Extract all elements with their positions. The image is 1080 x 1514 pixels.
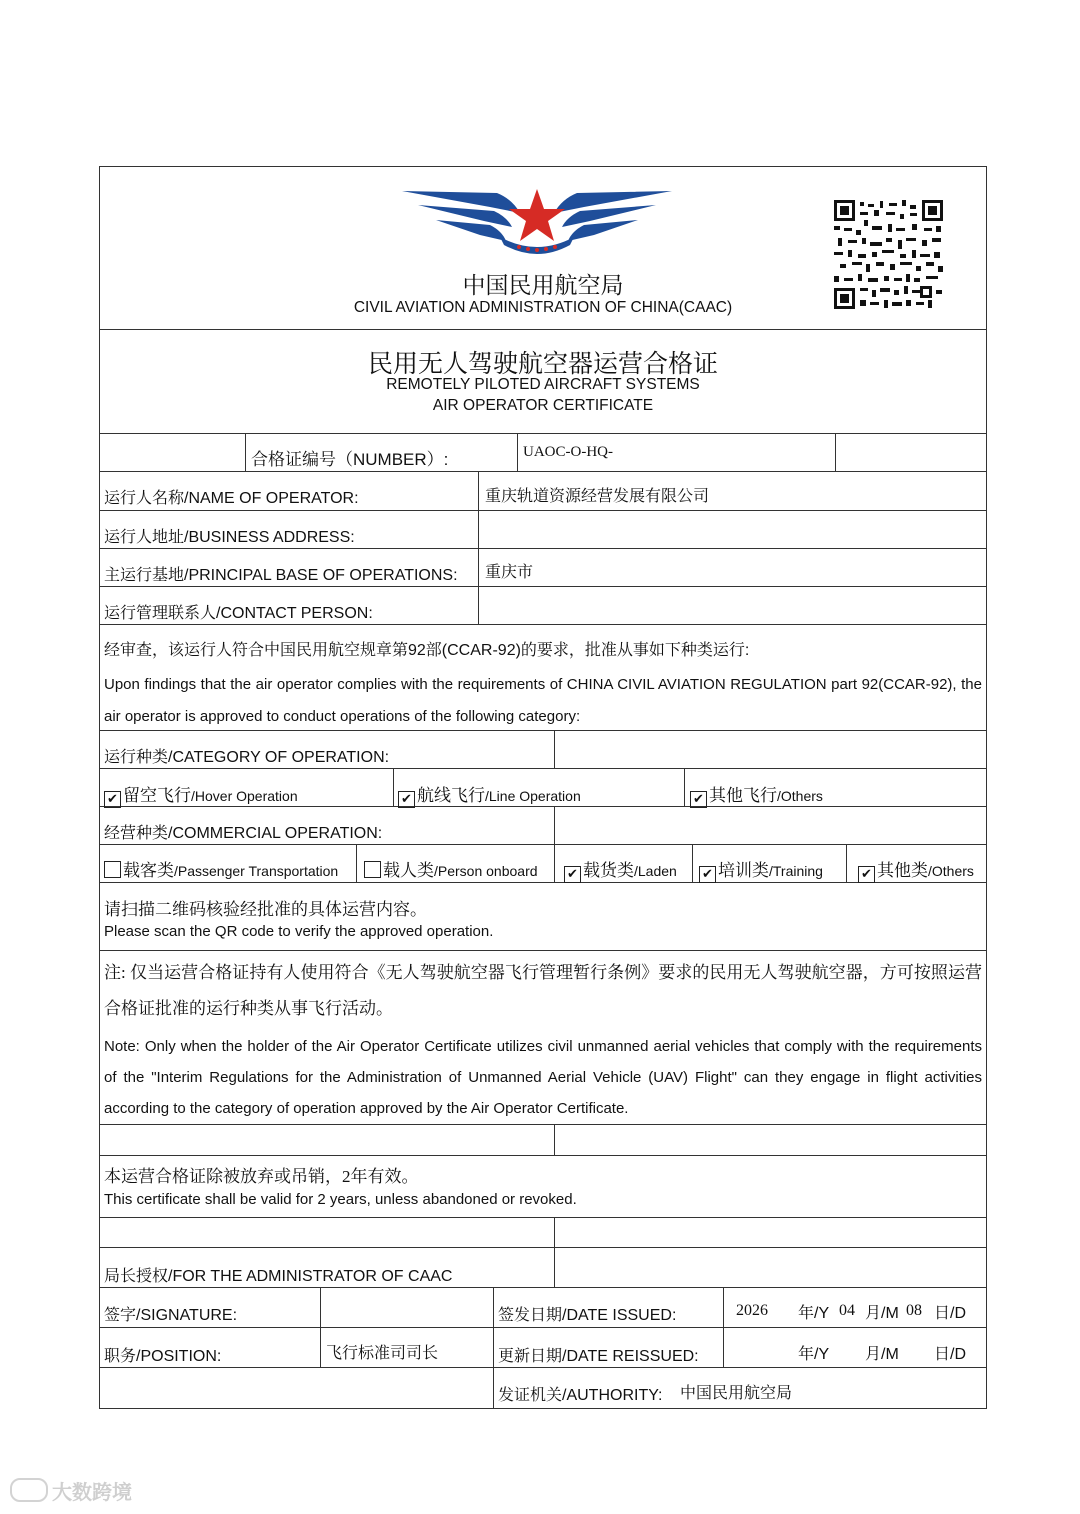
commercial-items-row — [100, 845, 986, 883]
others-checkbox[interactable]: ✔ — [690, 791, 707, 808]
watermark-logo-icon — [10, 1478, 48, 1502]
admin-label: 局长授权/FOR THE ADMINISTRATOR OF CAAC — [104, 1268, 453, 1285]
scan-en: Please scan the QR code to verify the approved operation. — [104, 923, 494, 940]
commercial-item-person[interactable]: 载人类/Person onboard — [364, 856, 538, 881]
person-checkbox[interactable] — [364, 861, 381, 878]
title-en-line1: REMOTELY PILOTED AIRCRAFT SYSTEMS — [386, 376, 700, 393]
admin-row — [100, 1248, 986, 1288]
note-cn: 注: 仅当运营合格证持有人使用符合《无人驾驶航空器飞行管理暂行条例》要求的民用无人驾驶航空器，方可按照运营合格证批准的运行种类从事飞行活动。 — [104, 963, 982, 1018]
commercial-label-row — [100, 807, 986, 845]
org-name-cn: 中国民用航空局 — [462, 272, 624, 298]
number-value: UAOC-O-HQ- — [523, 444, 613, 460]
issued-day: 08 — [906, 1302, 922, 1319]
category-item-line[interactable]: ✔ 航线飞行/Line Operation — [398, 781, 581, 808]
contact-label: 运行管理联系人/CONTACT PERSON: — [104, 605, 373, 622]
org-name-en: CIVIL AVIATION ADMINISTRATION OF CHINA(CAAC) — [353, 299, 733, 316]
watermark: 大数跨境 — [10, 1476, 132, 1505]
caac-logo-icon — [402, 187, 672, 259]
position-row — [100, 1328, 986, 1368]
title-cn: 民用无人驾驶航空器运营合格证 — [367, 351, 718, 378]
findings-section — [100, 625, 986, 731]
title-en-line2: AIR OPERATOR CERTIFICATE — [432, 397, 654, 414]
signature-label: 签字/SIGNATURE: — [104, 1307, 238, 1324]
operator-name-label: 运行人名称/NAME OF OPERATOR: — [104, 490, 359, 507]
title-section — [100, 330, 986, 434]
commercial-others-checkbox[interactable]: ✔ — [858, 866, 875, 883]
issued-year-unit: 年/Y — [798, 1305, 830, 1322]
validity-cn: 本运营合格证除被放弃或吊销，2年有效。 — [104, 1167, 419, 1186]
commercial-item-laden[interactable]: ✔ 载货类/Laden — [564, 856, 677, 883]
category-item-others[interactable]: ✔ 其他飞行/Others — [690, 781, 823, 808]
laden-checkbox[interactable]: ✔ — [564, 866, 581, 883]
scan-cn: 请扫描二维码核验经批准的具体运营内容。 — [104, 900, 427, 919]
number-row — [100, 434, 986, 472]
address-label: 运行人地址/BUSINESS ADDRESS: — [104, 529, 355, 546]
position-value: 飞行标准司司长 — [326, 1345, 439, 1362]
operator-name-value: 重庆轨道资源经营发展有限公司 — [485, 488, 710, 505]
signature-row — [100, 1288, 986, 1328]
commercial-item-others[interactable]: ✔ 其他类/Others — [858, 856, 974, 883]
category-items-row — [100, 769, 986, 807]
note-section — [100, 951, 986, 1125]
passenger-checkbox[interactable] — [104, 861, 121, 878]
base-row — [100, 549, 986, 587]
authority-row — [100, 1368, 986, 1408]
category-label-row — [100, 731, 986, 769]
number-label: 合格证编号（NUMBER）: — [251, 450, 449, 469]
operator-name-row — [100, 472, 986, 511]
qr-code-icon — [834, 200, 943, 309]
address-row — [100, 511, 986, 549]
authority-value: 中国民用航空局 — [680, 1385, 793, 1402]
position-label: 职务/POSITION: — [104, 1348, 222, 1365]
commercial-item-training[interactable]: ✔ 培训类/Training — [699, 856, 823, 883]
reissued-year-unit: 年/Y — [798, 1346, 830, 1363]
findings-cn: 经审查，该运行人符合中国民用航空规章第92部(CCAR-92)的要求，批准从事如下种类运行: — [104, 642, 750, 659]
contact-row — [100, 587, 986, 625]
line-checkbox[interactable]: ✔ — [398, 791, 415, 808]
category-item-hover[interactable]: ✔ 留空飞行/Hover Operation — [104, 781, 298, 808]
validity-section — [100, 1156, 986, 1218]
issued-month: 04 — [839, 1302, 855, 1319]
reissued-month-unit: 月/M — [865, 1346, 899, 1363]
base-label: 主运行基地/PRINCIPAL BASE OF OPERATIONS: — [104, 567, 458, 584]
hover-checkbox[interactable]: ✔ — [104, 791, 121, 808]
issued-label: 签发日期/DATE ISSUED: — [498, 1307, 677, 1324]
blank-row-2 — [100, 1218, 986, 1248]
base-value: 重庆市 — [485, 564, 534, 581]
certificate — [99, 166, 987, 1409]
reissued-day-unit: 日/D — [934, 1346, 967, 1363]
commercial-label: 经营种类/COMMERCIAL OPERATION: — [104, 825, 383, 842]
issued-month-unit: 月/M — [865, 1305, 899, 1322]
header-section — [100, 167, 986, 330]
commercial-item-passenger[interactable]: 载客类/Passenger Transportation — [104, 856, 338, 881]
blank-row-1 — [100, 1125, 986, 1156]
findings-en: Upon findings that the air operator complies with the requirements of CHINA CIVIL AVIATION REGULATION part 92(CCAR-92), the air operator is approved to conduct operations of the following category: — [104, 676, 982, 725]
training-checkbox[interactable]: ✔ — [699, 866, 716, 883]
authority-label: 发证机关/AUTHORITY: — [498, 1387, 663, 1404]
note-en: Note: Only when the holder of the Air Operator Certificate utilizes civil unmanned aerial vehicles that comply with the requirements of the "Interim Regulations for the Administration of Unmanned Aerial Vehicle (UAV) Flight" can they engage in flight activities according to the category of operation approved by the Air Operator Certificate. — [104, 1038, 982, 1117]
issued-year: 2026 — [736, 1302, 768, 1319]
scan-section — [100, 883, 986, 951]
issued-day-unit: 日/D — [934, 1305, 967, 1322]
validity-en: This certificate shall be valid for 2 years, unless abandoned or revoked. — [104, 1191, 577, 1208]
reissued-label: 更新日期/DATE REISSUED: — [498, 1348, 699, 1365]
category-label: 运行种类/CATEGORY OF OPERATION: — [104, 749, 390, 766]
